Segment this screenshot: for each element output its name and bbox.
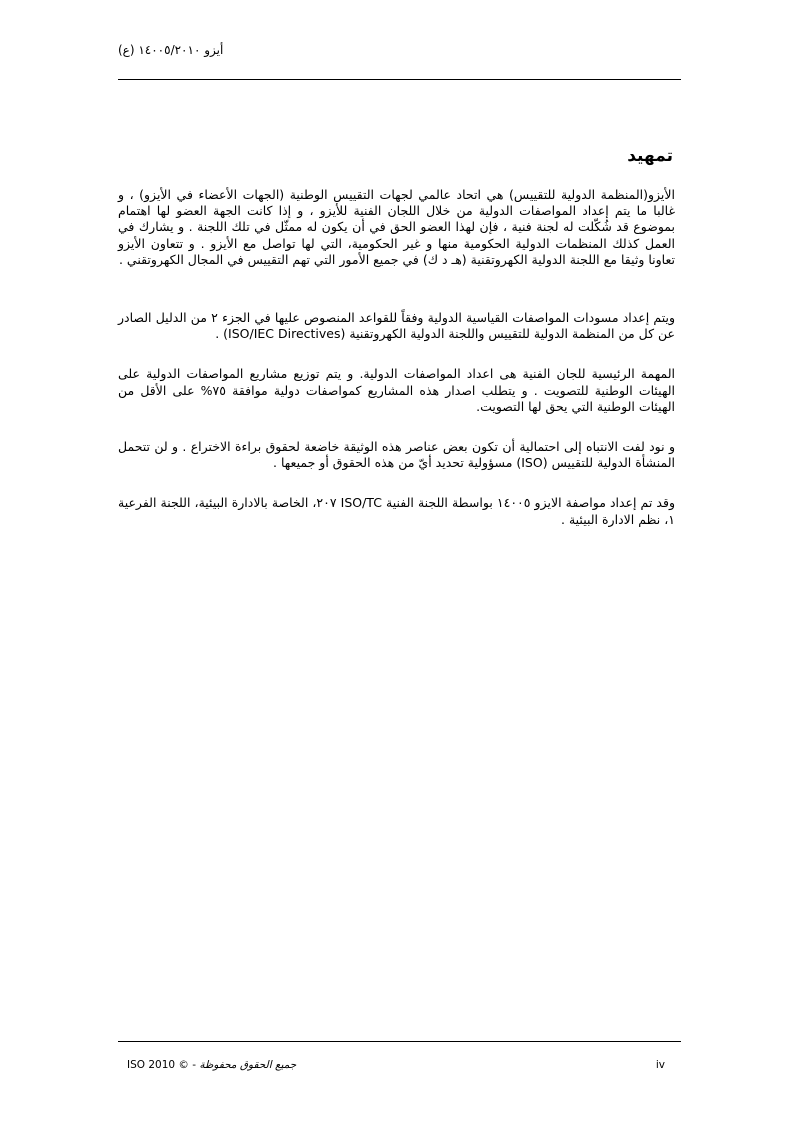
- page-number: iv: [655, 1059, 665, 1071]
- footer-copyright: [127, 1059, 296, 1071]
- copyright-text: © ISO 2010: [127, 1059, 189, 1071]
- paragraph-directives: ويتم إعداد مسودات المواصفات القياسية الدولية وفقاً للقواعد المنصوص عليها في الجزء ٢ من الدليل الصادر عن كل من المنظمة الدولية للتقييس واللجنة الدولية الكهروتقنية (ISO/IEC Directives) .: [118, 310, 676, 342]
- paragraph-patent-rights: و نود لفت الانتباه إلى احتمالية أن تكون بعض عناصر هذه الوثيقة خاضعة لحقوق براءة الاختراع . و لن تتحمل المنشأة الدولية للتقييس (ISO) مسؤولية تحديد أيّ من هذه الحقوق أو جميعها .: [118, 439, 675, 471]
- page-title: تمهيد: [627, 146, 673, 166]
- header-rule: [118, 79, 681, 80]
- footer-separator: -: [188, 1059, 200, 1071]
- footer-rule: [118, 1041, 681, 1042]
- paragraph-iso-overview: الأيزو(المنظمة الدولية للتقييس) هي اتحاد عالمي لجهات التقييس الوطنية (الجهات الأعضاء في الأيزو) ، و غالبا ما يتم إعداد المواصفات الدولية من خلال اللجان الفنية للأيزو ، و إذا كانت الجهة العضو لها اهتمام بموضوع قد شُكّلت له لجنة فنية ، فإن لهذا العضو الحق في أن يكون له ممثّل في تلك اللجنة . و يشارك في العمل كذلك المنظمات الدولية الحكومية منها و غير الحكومية، التي لها تواصل مع الأيزو . و تتعاون الأيزو تعاونا وثيقا مع اللجنة الدولية الكهروتقنية (هـ د ك) في جميع الأمور التي تهم التقييس في المجال الكهروتقني .: [118, 187, 675, 267]
- rights-reserved-text: جميع الحقوق محفوظة: [199, 1059, 297, 1071]
- paragraph-technical-committees: المهمة الرئيسية للجان الفنية هى اعداد المواصفات الدولية. و يتم توزيع مشاريع المواصفات الدولية على الهيئات الوطنية للتصويت . و يتطلب اصدار هذه المشاريع كمواصفات دولية موافقة ٧٥% على الأقل من الهيئات الوطنية التي يحق لها التصويت.: [118, 366, 675, 414]
- document-reference: أيزو ١٤٠٠٥/٢٠١٠ (ع): [118, 43, 224, 57]
- foreword-body: [118, 187, 675, 552]
- paragraph-preparation: وقد تم إعداد مواصفة الايزو ١٤٠٠٥ بواسطة اللجنة الفنية ISO/TC ٢٠٧، الخاصة بالادارة البيئية، اللجنة الفرعية ١، نظم الادارة البيئية .: [118, 495, 675, 527]
